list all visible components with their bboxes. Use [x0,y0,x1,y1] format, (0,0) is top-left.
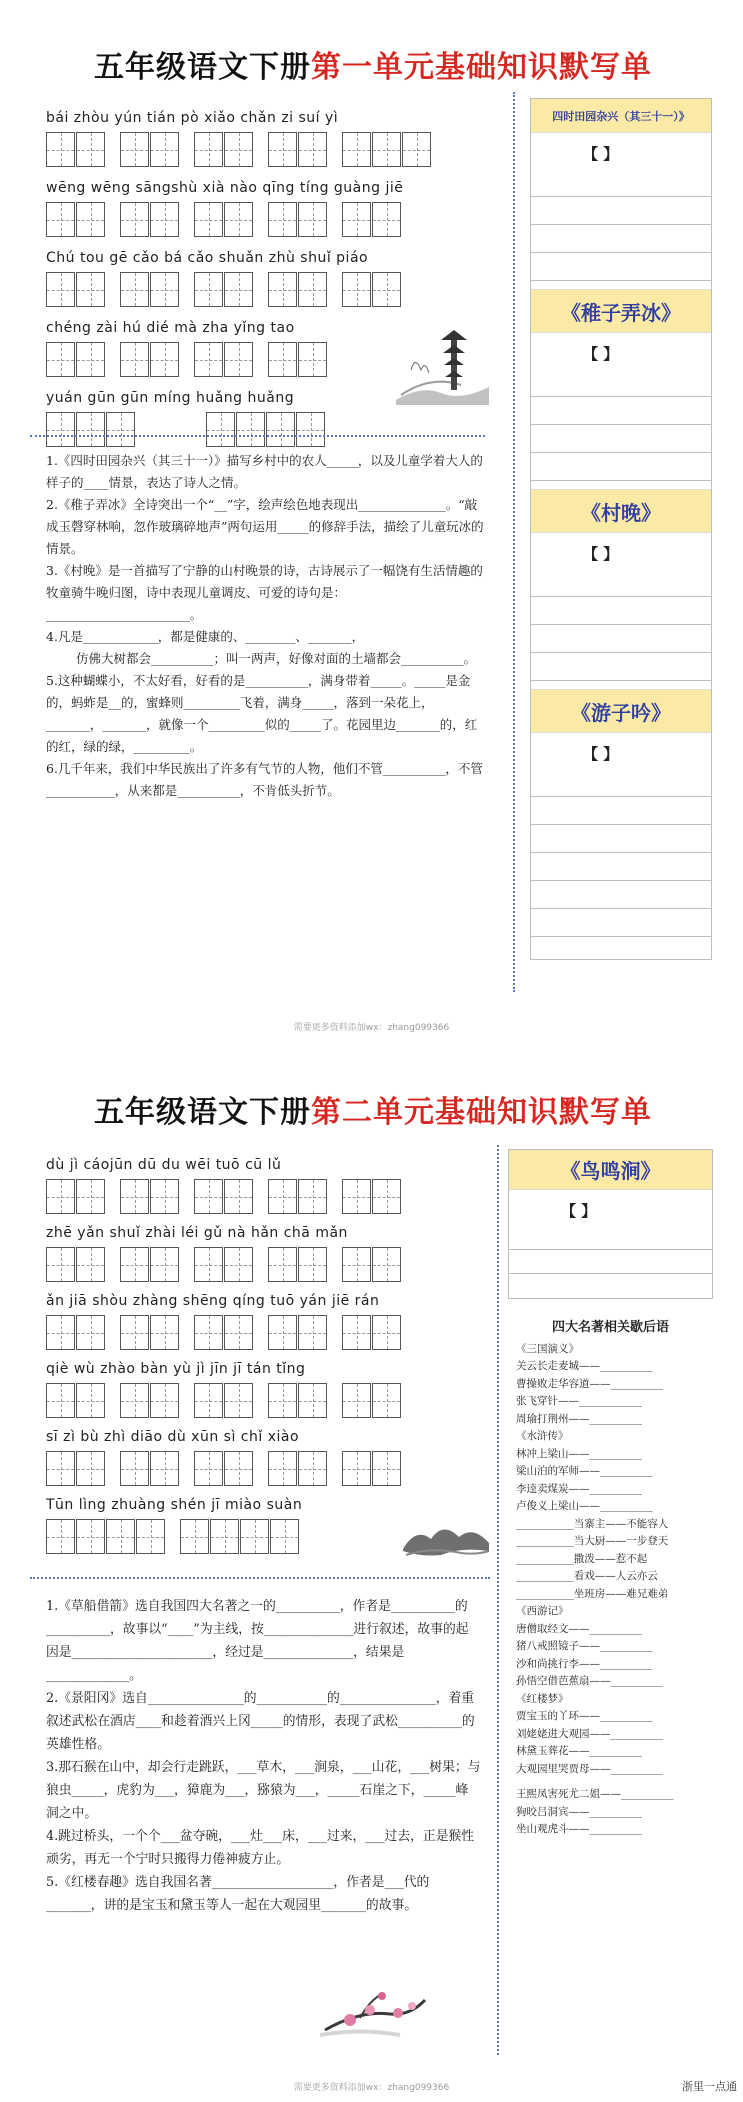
saying-item: ___________看戏——人云亦云 [516,1570,658,1582]
pinyin-row [46,1361,486,1377]
saying-item: 唐僧取经文——__________ [516,1622,642,1635]
answer-line[interactable] [531,225,711,253]
pinyin-text: bái zhòu yún tián pò xiǎo chǎn zi suí yì [46,110,339,126]
pinyin-text: qiè wù zhào bàn yù jì jīn jī tán tǐng [46,1361,306,1377]
saying-item: 狗咬吕洞宾——__________ [516,1805,642,1818]
watermark-text: 需要更多资料添加wx：zhang099366 [293,2083,450,2093]
answer-line[interactable] [531,369,711,397]
poem-title: 《稚子弄冰》 [531,289,711,333]
question-4-cont: 仿佛大树都会__________；叫一两声，好像对面的土墙都会__________。 [76,651,477,666]
question-2: 2.《景阳冈》选自_______________的___________的_______________，着重叙述武松在酒店____和趁着酒兴上冈_____的情形，表现了武松__________的英雄性格。 [46,1691,475,1752]
question-4: 4.跳过桥头，一个个___盆夺碗，___灶___床，___过来，___过去，正是猴性顽劣，再无一个宁时只搬得力倦神疲方止。 [46,1829,475,1867]
saying-item: 大观园里哭贾母——__________ [516,1762,663,1775]
unit2-title-black: 五年级语文下册 [94,1095,311,1130]
unit2-title-red: 第二单元基础知识默写单 [311,1095,652,1130]
pagoda-ink-art-icon [391,315,491,410]
poem-author-bracket: 【 】 [561,1202,597,1220]
question-2: 2.《稚子弄冰》全诗突出一个“__”字，绘声绘色地表现出______________。“敲成玉磬穿林响，忽作玻璃碎地声”两句运用_____的修辞手法，描绘了儿童玩冰的情景。 [46,497,484,556]
pinyin-row [46,1157,486,1173]
unit2-poem-panel [508,1149,713,1299]
writing-boxes[interactable] [46,1247,402,1282]
saying-item: 张飞穿针——____________ [516,1395,642,1407]
unit2-title [30,1087,716,1131]
sayings-heading: 四大名著相关歇后语 [551,1320,669,1335]
saying-item: 猪八戒照镜子——__________ [516,1640,653,1652]
pinyin-row [46,1225,486,1241]
answer-line[interactable] [531,825,711,853]
unit2-sheet [30,1075,716,2055]
sayings-category: 《三国演义》 [516,1342,579,1355]
pinyin-text: chéng zài hú dié mà zha yǐng tao [46,320,295,336]
answer-line[interactable] [509,1226,712,1250]
writing-boxes[interactable] [46,1315,402,1350]
vertical-divider [497,1145,499,2055]
pinyin-row [46,180,486,196]
question-5: 5.《红楼春趣》选自我国名著___________________，作者是___代的_______，讲的是宝玉和黛玉等人一起在大观园里_______的故事。 [46,1875,430,1913]
pinyin-row [46,250,486,266]
saying-item: 周瑜打荆州——__________ [516,1412,642,1425]
writing-boxes[interactable] [46,1519,300,1554]
saying-item [508,1778,713,1786]
saying-item: 孙悟空借芭蕉扇——__________ [516,1675,663,1687]
sayings-category: 《西游记》 [516,1605,569,1617]
poem-title: 四时田园杂兴（其三十一）》 [531,99,711,133]
answer-line[interactable] [531,881,711,909]
saying-item: ___________撒泼——惹不起 [516,1552,648,1565]
saying-item: 贾宝玉的丫环——__________ [516,1710,653,1722]
plum-blossom-art-icon [320,1980,430,2040]
unit1-title-black: 五年级语文下册 [94,50,311,85]
saying-item: 坐山观虎斗——__________ [516,1823,642,1835]
saying-item: ___________当寨主——不能容人 [516,1517,669,1530]
watermark-text: 需要更多资料添加wx：zhang099366 [293,1023,450,1033]
answer-line[interactable] [531,397,711,425]
question-1: 1.《四时田园杂兴（其三十一）》描写乡村中的农人_____，以及儿童学着大人的样子的____情景，表达了诗人之情。 [46,453,483,490]
saying-item: 李逵卖煤炭——__________ [516,1482,642,1495]
writing-boxes[interactable] [46,412,326,447]
writing-boxes[interactable] [46,1383,402,1418]
pinyin-text: sī zì bù zhì diāo dù xūn sì chǐ xiào [46,1429,300,1445]
unit1-title-red: 第一单元基础知识默写单 [311,50,652,85]
answer-line[interactable] [509,1250,712,1274]
pinyin-text: Tūn lìng zhuàng shén jī miào suàn [46,1497,303,1513]
mountain-ink-art-icon [401,1517,491,1562]
writing-boxes[interactable] [46,1179,402,1214]
saying-item: ___________坐班房——难兄难弟 [516,1587,669,1600]
answer-line[interactable] [531,909,711,937]
writing-boxes[interactable] [46,202,402,237]
poem-author-bracket: 【 】 [583,745,619,763]
corner-brand-text: 浙里一点通 [682,2080,737,2093]
pinyin-row [46,1497,486,1513]
pinyin-text: zhē yǎn shuǐ zhài léi gǔ nà hǎn chā mǎn [46,1225,348,1241]
answer-line[interactable] [531,253,711,281]
vertical-divider [513,92,515,992]
answer-line[interactable] [531,653,711,681]
pinyin-text: wēng wēng sāngshù xià nào qīng tíng guàng jiē [46,180,404,196]
answer-line[interactable] [531,853,711,881]
poem-title: 《村晚》 [531,489,711,533]
saying-item: ___________当大厨——一步登天 [516,1535,669,1547]
question-3: 3.那石猴在山中，却会行走跳跃，___草木，___涧泉，___山花，___树果；与狼虫_____，虎豹为___，獐鹿为___，猕猿为___，_____石崖之下，_____峰洞之中。 [46,1760,481,1821]
poem-title: 《鸟鸣涧》 [509,1150,712,1190]
saying-item: 王熙凤害死尤二姐——__________ [516,1788,674,1800]
poem-author-bracket: 【 】 [583,145,619,163]
question-3: 3.《村晚》是一首描写了宁静的山村晚景的诗，古诗展示了一幅饶有生活情趣的牧童骑牛晚归图，诗中表现儿童调皮、可爱的诗句是：_______________________。 [46,563,483,622]
saying-item: 林冲上梁山——__________ [516,1447,642,1460]
question-1: 1.《草船借箭》选自我国四大名著之一的__________，作者是__________的__________，故事以“____”为主线，按______________进行叙述，故事的起因是______________________，经过是______________，结果是_____________。 [46,1599,469,1683]
unit1-title [30,42,716,86]
saying-item: 刘姥姥进大观园——__________ [516,1727,663,1740]
pinyin-row [46,1293,486,1309]
unit2-questions [46,1595,481,1917]
question-6: 6.几千年来，我们中华民族出了许多有气节的人物，他们不管__________，不管___________，从来都是__________，不肯低头折节。 [46,761,483,798]
answer-line[interactable] [531,425,711,453]
pinyin-text: yuán gūn gūn míng huǎng huǎng [46,390,295,406]
writing-boxes[interactable] [46,272,402,307]
poem-title: 《游子吟》 [531,689,711,733]
answer-line[interactable] [531,625,711,653]
writing-boxes[interactable] [46,342,328,377]
sayings-list [508,1341,713,1839]
saying-item: 沙和尚挑行李——__________ [516,1657,653,1670]
sayings-panel [508,1313,713,1839]
answer-line[interactable] [531,797,711,825]
saying-item: 卢俊义上梁山——__________ [516,1500,653,1512]
answer-line[interactable] [531,769,711,797]
answer-line[interactable] [531,197,711,225]
pinyin-text: ǎn jiā shòu zhàng shēng qíng tuō yán jiē rán [46,1293,380,1309]
answer-line[interactable] [531,169,711,197]
unit1-sheet [30,30,716,990]
sayings-category: 《水浒传》 [516,1430,569,1442]
poem-author-bracket: 【 】 [583,545,619,563]
pinyin-row [46,1429,486,1445]
answer-line[interactable] [531,597,711,625]
answer-line[interactable] [531,569,711,597]
writing-boxes[interactable] [46,1451,402,1486]
saying-item: 梁山泊的军师——__________ [516,1465,653,1477]
question-4: 4.凡是____________，都是健康的、________、_______， [46,629,365,644]
question-5: 5.这种蝴蝶小，不太好看，好看的是__________，满身带着_____。_____是金的，蚂蚱是__的，蜜蜂则_________飞着，满身_____，落到一朵花上，_______，_______，就像一个_________似的_____了。花园里边_______的，红的红，绿的绿，_________。 [46,673,478,754]
pinyin-row [46,110,486,126]
unit1-poem-panel [530,98,712,960]
answer-line[interactable] [531,453,711,481]
horizontal-divider [30,1577,490,1579]
pinyin-text: dù jì cáojūn dū du wēi tuō cū lǔ [46,1157,282,1173]
pinyin-text: Chú tou gē cǎo bá cǎo shuǎn zhù shuǐ piáo [46,250,369,266]
saying-item: 林黛玉葬花——__________ [516,1745,642,1757]
unit1-questions [46,450,486,802]
writing-boxes[interactable] [46,132,432,167]
saying-item: 曹操败走华容道——__________ [516,1377,663,1390]
sayings-category: 《红楼梦》 [516,1692,569,1705]
horizontal-divider [30,435,485,437]
saying-item: 关云长走麦城——__________ [516,1360,653,1372]
poem-author-bracket: 【 】 [583,345,619,363]
